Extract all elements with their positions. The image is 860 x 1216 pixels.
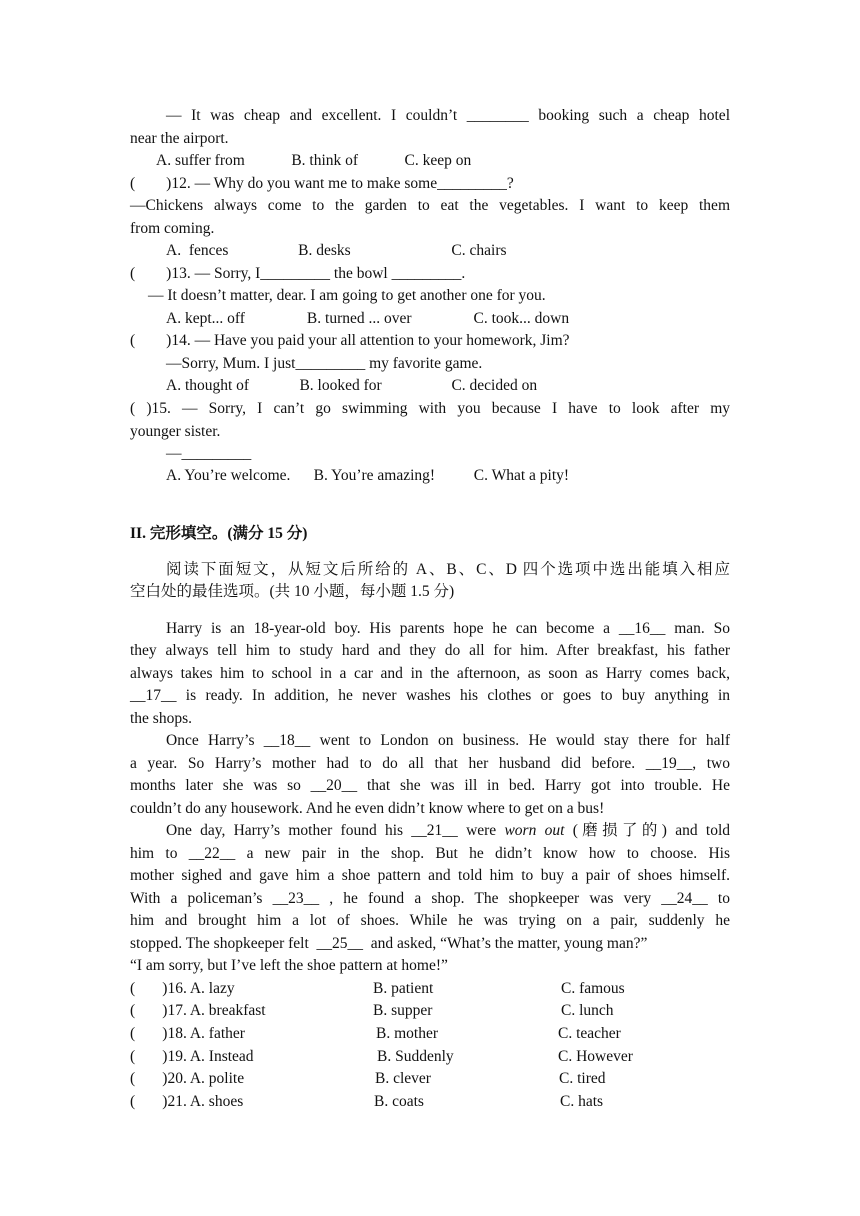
q11-options: A. suffer from B. think of C. keep on [156,152,472,169]
q11-reply-line1: — It was cheap and excellent. I couldn’t ________ booking such a cheap hotel [166,107,730,124]
passage-p3-l3: mother sighed and gave him a shoe pattern and told him to buy a pair of shoes himself. [130,867,730,884]
choice-21-c: C. hats [560,1093,604,1110]
q15-stem-line1: ( )15. — Sorry, I can’t go swimming with you because I have to look after my [130,400,730,417]
choice-20-a: ( )20. A. polite [130,1070,245,1087]
passage-p3-l1-italic: worn out [504,822,565,839]
choice-18-c: C. teacher [558,1025,621,1042]
choice-19-b: B. Suddenly [377,1048,454,1065]
choice-16-c: C. famous [561,980,625,997]
q14-options: A. thought of B. looked for C. decided on [166,377,538,394]
passage-p3-l1 [166,821,730,841]
q11-reply-line2: near the airport. [130,130,229,147]
choice-21-b: B. coats [374,1093,424,1110]
passage-p3-l6: stopped. The shopkeeper felt __25__ and asked, “What’s the matter, young man?” [130,935,648,952]
choice-17-b: B. supper [373,1002,433,1019]
q15-options: A. You’re welcome. B. You’re amazing! C. What a pity! [166,467,570,484]
choice-19-c: C. However [558,1048,633,1065]
passage-p2-l2: a year. So Harry’s mother had to do all that her husband did before. __19__, two [130,755,730,772]
passage-p4-l1: “I am sorry, but I’ve left the shoe pattern at home!” [130,957,448,974]
passage-p3-l5: him and brought him a lot of shoes. While he was trying on a pair, suddenly he [130,912,730,929]
q14-stem: ( )14. — Have you paid your all attention to your homework, Jim? [130,332,570,349]
q12-reply-line1: —Chickens always come to the garden to eat the vegetables. I want to keep them [130,197,730,214]
q13-stem: ( )13. — Sorry, I_________ the bowl _________. [130,265,466,282]
choice-17-a: ( )17. A. breakfast [130,1002,266,1019]
section-instruction-line2: 空白处的最佳选项。(共 10 小题，每小题 1.5 分) [130,583,455,600]
choice-18-b: B. mother [376,1025,438,1042]
passage-p2-l1: Once Harry’s __18__ went to London on business. He would stay there for half [166,732,730,749]
q12-reply-line2: from coming. [130,220,215,237]
passage-p3-l2: him to __22__ a new pair in the shop. But he didn’t know how to choose. His [130,845,730,862]
q14-reply: —Sorry, Mum. I just_________ my favorite game. [166,355,483,372]
q15-reply: —_________ [166,445,252,462]
passage-p3-l1-a: One day, Harry’s mother found his __21__ were [166,822,505,839]
choice-20-c: C. tired [559,1070,606,1087]
q12-options: A. fences B. desks C. chairs [166,242,507,259]
q15-stem-line2: younger sister. [130,423,221,440]
passage-p1-l1: Harry is an 18-year-old boy. His parents hope he can become a __16__ man. So [166,620,730,637]
q12-stem: ( )12. — Why do you want me to make some_________? [130,175,514,192]
choice-20-b: B. clever [375,1070,431,1087]
passage-p1-l3: always takes him to school in a car and in the afternoon, as soon as Harry comes back, [130,665,730,682]
q13-reply: — It doesn’t matter, dear. I am going to get another one for you. [148,287,546,304]
passage-p1-l5: the shops. [130,710,192,727]
q13-options: A. kept... off B. turned ... over C. took... down [166,310,570,327]
section-heading: II. 完形填空。(满分 15 分) [130,525,308,542]
passage-p2-l4: couldn’t do any housework. And he even didn’t know where to get on a bus! [130,800,605,817]
choice-19-a: ( )19. A. Instead [130,1048,254,1065]
choice-21-a: ( )21. A. shoes [130,1093,244,1110]
choice-17-c: C. lunch [561,1002,614,1019]
passage-p1-l4: __17__ is ready. In addition, he never washes his clothes or goes to buy anything in [130,687,730,704]
passage-p3-l1-b: (磨损了的) and told [564,822,730,839]
passage-p2-l3: months later she was so __20__ that she was ill in bed. Harry got into trouble. He [130,777,730,794]
choice-18-a: ( )18. A. father [130,1025,245,1042]
passage-p3-l4: With a policeman’s __23__ , he found a shop. The shopkeeper was very __24__ to [130,890,730,907]
choice-16-b: B. patient [373,980,434,997]
passage-p1-l2: they always tell him to study hard and they do all for him. After breakfast, his father [130,642,730,659]
section-instruction-line1: 阅读下面短文，从短文后所给的 A、B、C、D 四个选项中选出能填入相应 [166,561,730,578]
choice-16-a: ( )16. A. lazy [130,980,235,997]
